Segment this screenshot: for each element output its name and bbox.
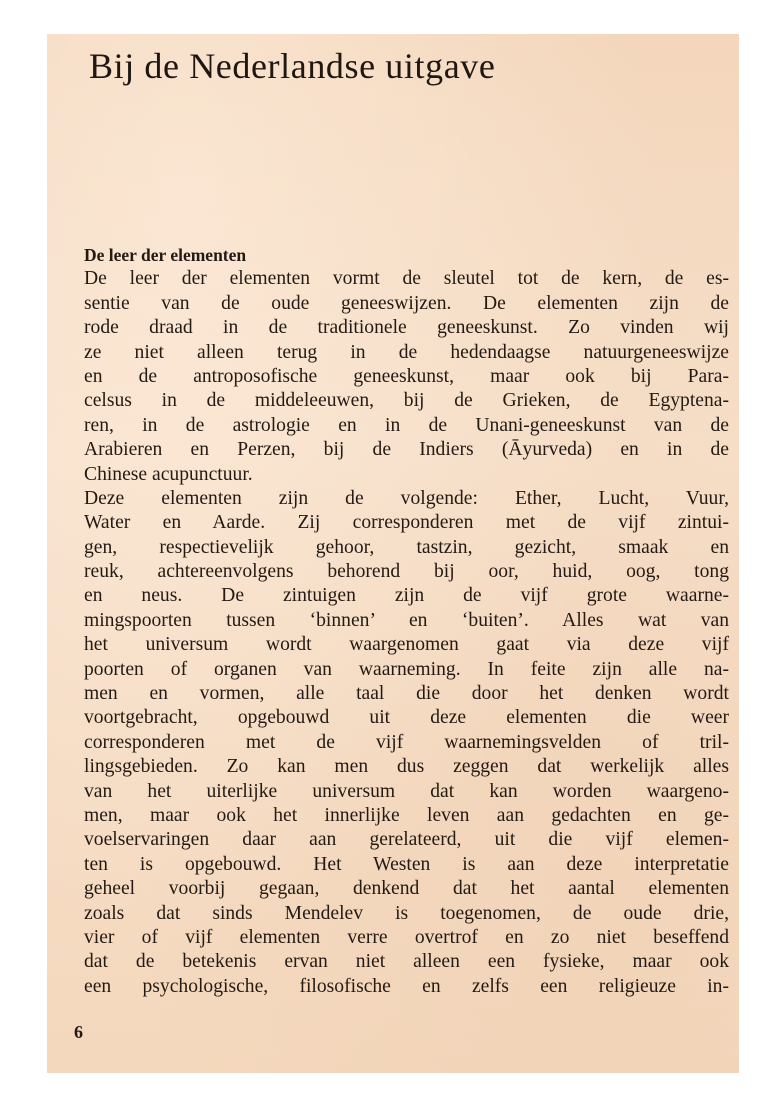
text-line: en neus. De zintuigen zijn de vijf grote waarne- <box>84 585 729 607</box>
text-line: voelservaringen daar aan gerelateerd, uit die vijf elemen- <box>84 829 729 851</box>
text-line: sentie van de oude geneeswijzen. De elementen zijn de <box>84 292 729 314</box>
text-line: ten is opgebouwd. Het Westen is aan deze interpretatie <box>84 853 729 875</box>
text-line: lingsgebieden. Zo kan men dus zeggen dat werkelijk alles <box>84 756 729 778</box>
book-page <box>47 34 739 1073</box>
text-line: ze niet alleen terug in de hedendaagse natuurgeneeswijze <box>84 341 729 363</box>
text-line: rode draad in de traditionele geneeskunst. Zo vinden wij <box>84 317 729 339</box>
text-line: men en vormen, alle taal die door het denken wordt <box>84 683 729 705</box>
text-line: mingspoorten tussen ‘binnen’ en ‘buiten’. Alles wat van <box>84 609 729 631</box>
text-line: voortgebracht, opgebouwd uit deze elementen die weer <box>84 707 729 729</box>
text-line: Arabieren en Perzen, bij de Indiers (Āyurveda) en in de <box>84 439 729 461</box>
text-line: reuk, achtereenvolgens behorend bij oor, huid, oog, tong <box>84 561 729 583</box>
text-line: van het uiterlijke universum dat kan worden waargeno- <box>84 780 729 802</box>
text-line: poorten of organen van waarneming. In feite zijn alle na- <box>84 658 729 680</box>
text-line: celsus in de middeleeuwen, bij de Grieken, de Egyptena- <box>84 390 729 412</box>
text-line: De leer der elementen vormt de sleutel tot de kern, de es- <box>84 268 729 290</box>
text-line: Chinese acupunctuur. <box>84 463 253 485</box>
body-text <box>84 267 729 999</box>
text-line: zoals dat sinds Mendelev is toegenomen, de oude drie, <box>84 902 729 924</box>
text-line: Deze elementen zijn de volgende: Ether, Lucht, Vuur, <box>84 487 729 509</box>
section-heading: De leer der elementen <box>84 245 247 265</box>
text-line: en de antroposofische geneeskunst, maar ook bij Para- <box>84 365 729 387</box>
page-number: 6 <box>74 1022 83 1042</box>
text-line: gen, respectievelijk gehoor, tastzin, gezicht, smaak en <box>84 536 729 558</box>
text-line: dat de betekenis ervan niet alleen een fysieke, maar ook <box>84 951 729 973</box>
section-elements <box>84 243 729 999</box>
page-title: Bij de Nederlandse uitgave <box>89 46 496 86</box>
text-line: geheel voorbij gegaan, denkend dat het aantal elementen <box>84 878 729 900</box>
text-line: corresponderen met de vijf waarnemingsvelden of tril- <box>84 731 729 753</box>
text-line: een psychologische, filosofische en zelfs een religieuze in- <box>84 975 729 997</box>
text-line: men, maar ook het innerlijke leven aan gedachten en ge- <box>84 805 729 826</box>
text-line: ren, in de astrologie en in de Unani-geneeskunst van de <box>84 414 729 436</box>
text-line: het universum wordt waargenomen gaat via deze vijf <box>84 634 729 656</box>
text-line: vier of vijf elementen verre overtrof en zo niet beseffend <box>84 926 729 948</box>
text-line: Water en Aarde. Zij corresponderen met de vijf zintui- <box>84 512 729 534</box>
